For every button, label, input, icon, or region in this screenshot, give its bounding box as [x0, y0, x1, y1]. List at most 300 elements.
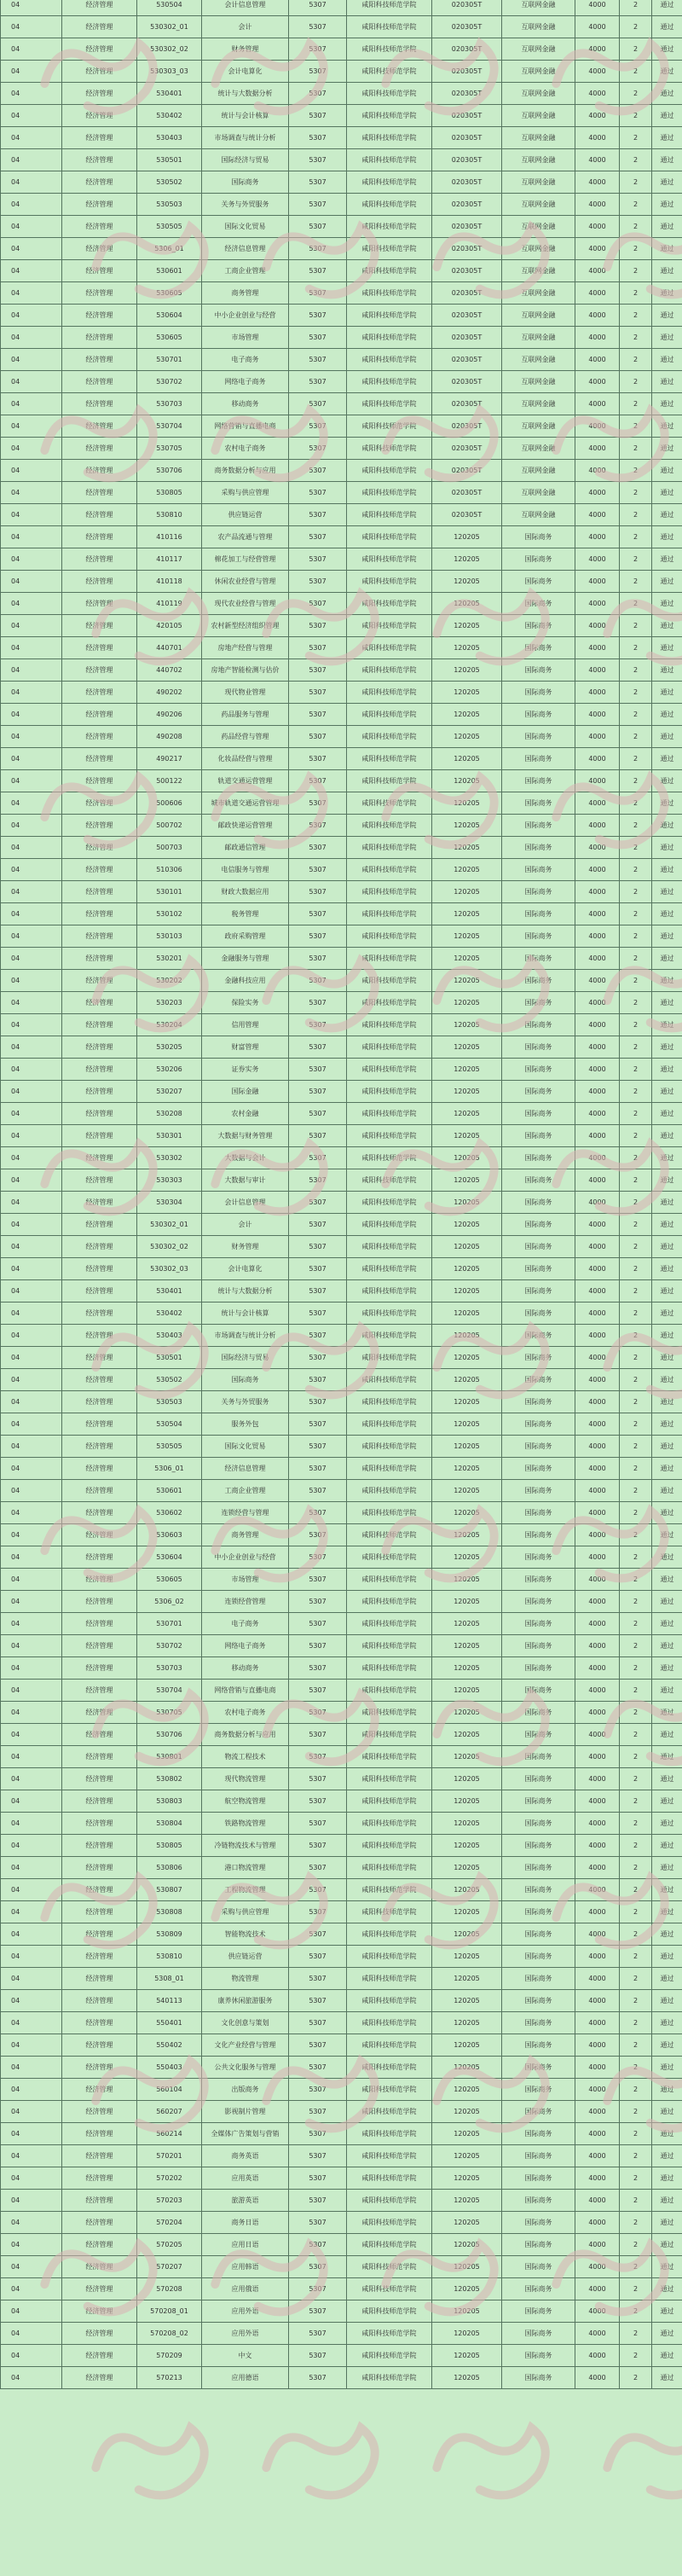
cell-major-name: 金融服务与管理 — [202, 948, 289, 970]
cell-school-code: 5307 — [289, 216, 347, 238]
cell-major-code: 530701 — [137, 1613, 202, 1635]
cell-target-major: 国际商务 — [502, 970, 575, 992]
cell-target-code: 120205 — [432, 1125, 502, 1147]
cell-target-code: 020305T — [432, 349, 502, 371]
cell-major-code: 530401 — [137, 83, 202, 105]
cell-category-name: 经济管理 — [62, 1702, 137, 1724]
cell-major-name: 关务与外贸服务 — [202, 194, 289, 216]
cell-category-name: 经济管理 — [62, 1857, 137, 1879]
cell-school-code: 5307 — [289, 1258, 347, 1280]
cell-fee: 4000 — [575, 38, 620, 61]
cell-category-name: 经济管理 — [62, 282, 137, 305]
cell-fee: 4000 — [575, 460, 620, 482]
cell-school-name: 咸阳科技师范学院 — [347, 1303, 432, 1325]
cell-fee: 4000 — [575, 1946, 620, 1968]
cell-status: 通过 — [652, 615, 682, 637]
cell-fee: 4000 — [575, 393, 620, 415]
cell-target-code: 020305T — [432, 393, 502, 415]
cell-status: 通过 — [652, 1813, 682, 1835]
cell-status: 通过 — [652, 526, 682, 548]
cell-status: 通过 — [652, 1990, 682, 2012]
cell-status: 通过 — [652, 2057, 682, 2079]
cell-school-code: 5307 — [289, 127, 347, 149]
cell-major-code: 530702 — [137, 1635, 202, 1657]
cell-school-code: 5307 — [289, 2057, 347, 2079]
cell-school-name: 咸阳科技师范学院 — [347, 2101, 432, 2123]
cell-category-name: 经济管理 — [62, 1258, 137, 1280]
cell-category-name: 经济管理 — [62, 1325, 137, 1347]
cell-fee: 4000 — [575, 2234, 620, 2256]
cell-school-name: 咸阳科技师范学院 — [347, 1125, 432, 1147]
cell-category-code: 04 — [1, 2057, 62, 2079]
cell-major-name: 城市轨道交通运营管理 — [202, 792, 289, 815]
cell-major-name: 中文 — [202, 2345, 289, 2367]
cell-major-code: 530808 — [137, 1901, 202, 1923]
cell-category-name: 经济管理 — [62, 837, 137, 859]
cell-major-code: 530502 — [137, 171, 202, 194]
cell-school-name: 咸阳科技师范学院 — [347, 482, 432, 504]
cell-major-name: 航空物流管理 — [202, 1790, 289, 1813]
cell-school-code: 5307 — [289, 1657, 347, 1680]
cell-status: 通过 — [652, 970, 682, 992]
cell-major-name: 电子商务 — [202, 349, 289, 371]
cell-count: 2 — [620, 2079, 652, 2101]
cell-fee: 4000 — [575, 1214, 620, 1236]
cell-school-code: 5307 — [289, 1835, 347, 1857]
cell-major-code: 530605 — [137, 1569, 202, 1591]
cell-fee: 4000 — [575, 1968, 620, 1990]
table-row — [1, 1258, 682, 1280]
cell-category-code: 04 — [1, 526, 62, 548]
cell-count: 2 — [620, 526, 652, 548]
cell-status: 通过 — [652, 1059, 682, 1081]
table-row — [1, 2300, 682, 2323]
cell-major-code: 530207 — [137, 1081, 202, 1103]
table-row — [1, 1857, 682, 1879]
cell-target-major: 互联网金融 — [502, 127, 575, 149]
table-row — [1, 992, 682, 1014]
table-row — [1, 1746, 682, 1768]
cell-school-code: 5307 — [289, 38, 347, 61]
cell-count: 2 — [620, 2057, 652, 2079]
cell-target-major: 国际商务 — [502, 571, 575, 593]
cell-target-code: 120205 — [432, 2123, 502, 2145]
cell-target-major: 国际商务 — [502, 1125, 575, 1147]
cell-category-name: 经济管理 — [62, 2278, 137, 2300]
cell-category-name: 经济管理 — [62, 1901, 137, 1923]
cell-category-name: 经济管理 — [62, 1303, 137, 1325]
cell-target-code: 020305T — [432, 0, 502, 16]
cell-fee: 4000 — [575, 1546, 620, 1569]
cell-major-code: 530202 — [137, 970, 202, 992]
cell-target-code: 120205 — [432, 1303, 502, 1325]
cell-category-name: 经济管理 — [62, 216, 137, 238]
cell-major-code: 530704 — [137, 1680, 202, 1702]
cell-school-name: 咸阳科技师范学院 — [347, 16, 432, 38]
cell-fee: 4000 — [575, 1303, 620, 1325]
cell-category-name: 经济管理 — [62, 1280, 137, 1303]
cell-fee: 4000 — [575, 2079, 620, 2101]
cell-fee: 4000 — [575, 1014, 620, 1036]
cell-major-code: 410117 — [137, 548, 202, 571]
cell-count: 2 — [620, 438, 652, 460]
cell-category-name: 经济管理 — [62, 260, 137, 282]
cell-target-code: 120205 — [432, 1702, 502, 1724]
cell-major-code: 530504 — [137, 1413, 202, 1436]
table-row — [1, 1613, 682, 1635]
cell-major-name: 网络电子商务 — [202, 1635, 289, 1657]
cell-major-name: 国际文化贸易 — [202, 1436, 289, 1458]
cell-school-name: 咸阳科技师范学院 — [347, 127, 432, 149]
cell-category-code: 04 — [1, 1214, 62, 1236]
cell-target-major: 国际商务 — [502, 859, 575, 881]
cell-major-name: 康养休闲旅游服务 — [202, 1990, 289, 2012]
cell-category-code: 04 — [1, 704, 62, 726]
cell-target-major: 国际商务 — [502, 1613, 575, 1635]
watermark-stroke — [90, 2413, 215, 2513]
table-row — [1, 1436, 682, 1458]
cell-school-code: 5307 — [289, 105, 347, 127]
table-row — [1, 149, 682, 171]
cell-major-name: 国际经济与贸易 — [202, 1347, 289, 1369]
cell-school-code: 5307 — [289, 1036, 347, 1059]
cell-fee: 4000 — [575, 1990, 620, 2012]
cell-count: 2 — [620, 1502, 652, 1524]
cell-category-code: 04 — [1, 2123, 62, 2145]
cell-count: 2 — [620, 1524, 652, 1546]
cell-major-name: 市场管理 — [202, 327, 289, 349]
cell-school-name: 咸阳科技师范学院 — [347, 837, 432, 859]
cell-category-name: 经济管理 — [62, 504, 137, 526]
cell-major-name: 农村电子商务 — [202, 438, 289, 460]
cell-school-name: 咸阳科技师范学院 — [347, 1169, 432, 1192]
cell-fee: 4000 — [575, 1325, 620, 1347]
cell-target-code: 120205 — [432, 2256, 502, 2278]
cell-category-name: 经济管理 — [62, 903, 137, 925]
cell-major-code: 530706 — [137, 1724, 202, 1746]
cell-major-code: 530501 — [137, 1347, 202, 1369]
cell-category-code: 04 — [1, 1236, 62, 1258]
cell-category-code: 04 — [1, 1103, 62, 1125]
cell-target-major: 国际商务 — [502, 1480, 575, 1502]
cell-category-code: 04 — [1, 2367, 62, 2389]
cell-category-name: 经济管理 — [62, 38, 137, 61]
cell-school-name: 咸阳科技师范学院 — [347, 393, 432, 415]
cell-category-code: 04 — [1, 903, 62, 925]
table-row — [1, 1569, 682, 1591]
cell-target-code: 120205 — [432, 859, 502, 881]
cell-target-code: 120205 — [432, 1569, 502, 1591]
cell-school-code: 5307 — [289, 2256, 347, 2278]
cell-major-code: 530302_01 — [137, 16, 202, 38]
cell-count: 2 — [620, 1125, 652, 1147]
cell-target-major: 国际商务 — [502, 659, 575, 682]
table-row — [1, 925, 682, 948]
cell-school-name: 咸阳科技师范学院 — [347, 38, 432, 61]
cell-school-name: 咸阳科技师范学院 — [347, 83, 432, 105]
cell-target-major: 国际商务 — [502, 2034, 575, 2057]
cell-target-major: 国际商务 — [502, 1813, 575, 1835]
cell-school-code: 5307 — [289, 526, 347, 548]
cell-major-code: 530304 — [137, 1192, 202, 1214]
cell-target-code: 020305T — [432, 16, 502, 38]
cell-status: 通过 — [652, 1480, 682, 1502]
cell-category-name: 经济管理 — [62, 859, 137, 881]
cell-target-major: 国际商务 — [502, 2012, 575, 2034]
cell-major-name: 农村电子商务 — [202, 1702, 289, 1724]
cell-major-name: 物流工程技术 — [202, 1746, 289, 1768]
cell-school-name: 咸阳科技师范学院 — [347, 1768, 432, 1790]
cell-target-major: 国际商务 — [502, 1303, 575, 1325]
cell-major-name: 政府采购管理 — [202, 925, 289, 948]
cell-count: 2 — [620, 659, 652, 682]
cell-count: 2 — [620, 1746, 652, 1768]
cell-category-name: 经济管理 — [62, 1236, 137, 1258]
cell-target-major: 国际商务 — [502, 1325, 575, 1347]
table-row — [1, 2101, 682, 2123]
cell-status: 通过 — [652, 1790, 682, 1813]
cell-major-code: 490202 — [137, 682, 202, 704]
cell-school-name: 咸阳科技师范学院 — [347, 282, 432, 305]
cell-school-code: 5307 — [289, 1746, 347, 1768]
table-row — [1, 659, 682, 682]
cell-school-code: 5307 — [289, 2012, 347, 2034]
cell-fee: 4000 — [575, 571, 620, 593]
cell-major-code: 410118 — [137, 571, 202, 593]
table-row — [1, 881, 682, 903]
cell-school-code: 5307 — [289, 748, 347, 770]
cell-category-name: 经济管理 — [62, 2145, 137, 2167]
cell-major-name: 棉花加工与经营管理 — [202, 548, 289, 571]
table-row — [1, 393, 682, 415]
table-row — [1, 1923, 682, 1946]
cell-major-name: 财务管理 — [202, 1236, 289, 1258]
cell-major-code: 530703 — [137, 393, 202, 415]
cell-target-major: 国际商务 — [502, 1169, 575, 1192]
cell-major-code: 530604 — [137, 1546, 202, 1569]
cell-target-code: 120205 — [432, 1081, 502, 1103]
cell-school-name: 咸阳科技师范学院 — [347, 149, 432, 171]
cell-target-code: 120205 — [432, 770, 502, 792]
cell-category-name: 经济管理 — [62, 1680, 137, 1702]
cell-category-code: 04 — [1, 1746, 62, 1768]
cell-status: 通过 — [652, 38, 682, 61]
cell-category-name: 经济管理 — [62, 1968, 137, 1990]
cell-target-major: 国际商务 — [502, 2079, 575, 2101]
cell-major-name: 连锁经营管理 — [202, 1591, 289, 1613]
cell-category-code: 04 — [1, 349, 62, 371]
cell-school-name: 咸阳科技师范学院 — [347, 1103, 432, 1125]
cell-fee: 4000 — [575, 704, 620, 726]
cell-status: 通过 — [652, 2034, 682, 2057]
cell-target-code: 120205 — [432, 1169, 502, 1192]
cell-status: 通过 — [652, 925, 682, 948]
cell-school-code: 5307 — [289, 238, 347, 260]
cell-category-code: 04 — [1, 770, 62, 792]
cell-count: 2 — [620, 1813, 652, 1835]
cell-fee: 4000 — [575, 1901, 620, 1923]
cell-status: 通过 — [652, 260, 682, 282]
cell-major-name: 邮政通信管理 — [202, 837, 289, 859]
cell-target-major: 国际商务 — [502, 1458, 575, 1480]
cell-fee: 4000 — [575, 2278, 620, 2300]
cell-school-name: 咸阳科技师范学院 — [347, 748, 432, 770]
cell-major-code: 530303_03 — [137, 61, 202, 83]
cell-school-code: 5307 — [289, 2323, 347, 2345]
cell-count: 2 — [620, 460, 652, 482]
cell-school-name: 咸阳科技师范学院 — [347, 1280, 432, 1303]
table-row — [1, 1325, 682, 1347]
cell-major-name: 商务日语 — [202, 2212, 289, 2234]
cell-category-name: 经济管理 — [62, 704, 137, 726]
cell-category-code: 04 — [1, 371, 62, 393]
cell-target-code: 120205 — [432, 1768, 502, 1790]
cell-category-code: 04 — [1, 1413, 62, 1436]
cell-category-code: 04 — [1, 2345, 62, 2367]
cell-school-name: 咸阳科技师范学院 — [347, 1546, 432, 1569]
cell-school-code: 5307 — [289, 815, 347, 837]
cell-major-name: 邮政快递运营管理 — [202, 815, 289, 837]
cell-school-code: 5307 — [289, 393, 347, 415]
cell-school-code: 5307 — [289, 1147, 347, 1169]
cell-category-code: 04 — [1, 327, 62, 349]
cell-count: 2 — [620, 1857, 652, 1879]
table-row — [1, 2145, 682, 2167]
cell-category-name: 经济管理 — [62, 2123, 137, 2145]
cell-category-code: 04 — [1, 1813, 62, 1835]
cell-status: 通过 — [652, 1258, 682, 1280]
cell-target-major: 互联网金融 — [502, 393, 575, 415]
cell-fee: 4000 — [575, 327, 620, 349]
cell-school-code: 5307 — [289, 1790, 347, 1813]
cell-category-code: 04 — [1, 1480, 62, 1502]
cell-target-code: 120205 — [432, 970, 502, 992]
cell-major-code: 570209 — [137, 2345, 202, 2367]
cell-major-code: 530103 — [137, 925, 202, 948]
cell-school-code: 5307 — [289, 948, 347, 970]
cell-count: 2 — [620, 1613, 652, 1635]
cell-target-major: 国际商务 — [502, 637, 575, 659]
cell-count: 2 — [620, 1391, 652, 1413]
table-row — [1, 1014, 682, 1036]
cell-target-major: 互联网金融 — [502, 260, 575, 282]
cell-category-code: 04 — [1, 438, 62, 460]
cell-school-code: 5307 — [289, 1857, 347, 1879]
cell-count: 2 — [620, 482, 652, 504]
cell-major-name: 网络营销与直播电商 — [202, 1680, 289, 1702]
cell-category-name: 经济管理 — [62, 1391, 137, 1413]
cell-category-name: 经济管理 — [62, 1635, 137, 1657]
cell-status: 通过 — [652, 1591, 682, 1613]
cell-target-major: 国际商务 — [502, 1569, 575, 1591]
cell-category-name: 经济管理 — [62, 1103, 137, 1125]
cell-school-code: 5307 — [289, 1125, 347, 1147]
cell-major-name: 金融科技应用 — [202, 970, 289, 992]
cell-school-name: 咸阳科技师范学院 — [347, 260, 432, 282]
table-row — [1, 2212, 682, 2234]
cell-fee: 4000 — [575, 1125, 620, 1147]
cell-school-code: 5307 — [289, 1990, 347, 2012]
cell-target-major: 互联网金融 — [502, 415, 575, 438]
cell-fee: 4000 — [575, 282, 620, 305]
cell-fee: 4000 — [575, 0, 620, 16]
cell-category-code: 04 — [1, 1524, 62, 1546]
cell-fee: 4000 — [575, 1746, 620, 1768]
cell-category-name: 经济管理 — [62, 1169, 137, 1192]
cell-major-code: 560214 — [137, 2123, 202, 2145]
cell-status: 通过 — [652, 1546, 682, 1569]
cell-status: 通过 — [652, 815, 682, 837]
cell-fee: 4000 — [575, 415, 620, 438]
cell-count: 2 — [620, 2123, 652, 2145]
cell-count: 2 — [620, 970, 652, 992]
cell-fee: 4000 — [575, 305, 620, 327]
cell-fee: 4000 — [575, 1591, 620, 1613]
cell-category-code: 04 — [1, 881, 62, 903]
cell-category-name: 经济管理 — [62, 1613, 137, 1635]
cell-target-code: 120205 — [432, 659, 502, 682]
cell-school-name: 咸阳科技师范学院 — [347, 992, 432, 1014]
table-row — [1, 371, 682, 393]
cell-count: 2 — [620, 171, 652, 194]
cell-fee: 4000 — [575, 859, 620, 881]
cell-count: 2 — [620, 1325, 652, 1347]
cell-count: 2 — [620, 704, 652, 726]
table-row — [1, 948, 682, 970]
cell-target-major: 国际商务 — [502, 815, 575, 837]
cell-school-code: 5307 — [289, 415, 347, 438]
cell-major-name: 港口物流管理 — [202, 1857, 289, 1879]
cell-target-code: 120205 — [432, 1103, 502, 1125]
cell-school-code: 5307 — [289, 171, 347, 194]
cell-category-code: 04 — [1, 0, 62, 16]
cell-count: 2 — [620, 1014, 652, 1036]
cell-category-code: 04 — [1, 859, 62, 881]
table-row — [1, 1103, 682, 1125]
cell-school-code: 5307 — [289, 1613, 347, 1635]
cell-fee: 4000 — [575, 593, 620, 615]
cell-category-name: 经济管理 — [62, 2034, 137, 2057]
cell-major-name: 旅游英语 — [202, 2190, 289, 2212]
cell-school-code: 5307 — [289, 1236, 347, 1258]
cell-school-name: 咸阳科技师范学院 — [347, 1901, 432, 1923]
cell-school-name: 咸阳科技师范学院 — [347, 1192, 432, 1214]
cell-target-major: 国际商务 — [502, 925, 575, 948]
table-row — [1, 482, 682, 504]
cell-major-name: 关务与外贸服务 — [202, 1391, 289, 1413]
cell-major-name: 移动商务 — [202, 1657, 289, 1680]
cell-target-major: 国际商务 — [502, 548, 575, 571]
cell-fee: 4000 — [575, 1680, 620, 1702]
cell-major-code: 530206 — [137, 1059, 202, 1081]
cell-major-name: 智能物流技术 — [202, 1923, 289, 1946]
cell-school-name: 咸阳科技师范学院 — [347, 1746, 432, 1768]
cell-status: 通过 — [652, 1901, 682, 1923]
cell-target-major: 互联网金融 — [502, 83, 575, 105]
table-row — [1, 593, 682, 615]
cell-school-name: 咸阳科技师范学院 — [347, 1591, 432, 1613]
cell-category-name: 经济管理 — [62, 1835, 137, 1857]
cell-school-code: 5307 — [289, 1901, 347, 1923]
cell-category-name: 经济管理 — [62, 415, 137, 438]
table-row — [1, 1879, 682, 1901]
cell-fee: 4000 — [575, 1059, 620, 1081]
cell-major-name: 影视制片管理 — [202, 2101, 289, 2123]
cell-school-name: 咸阳科技师范学院 — [347, 238, 432, 260]
cell-major-name: 财政大数据应用 — [202, 881, 289, 903]
cell-count: 2 — [620, 2101, 652, 2123]
cell-school-name: 咸阳科技师范学院 — [347, 1657, 432, 1680]
